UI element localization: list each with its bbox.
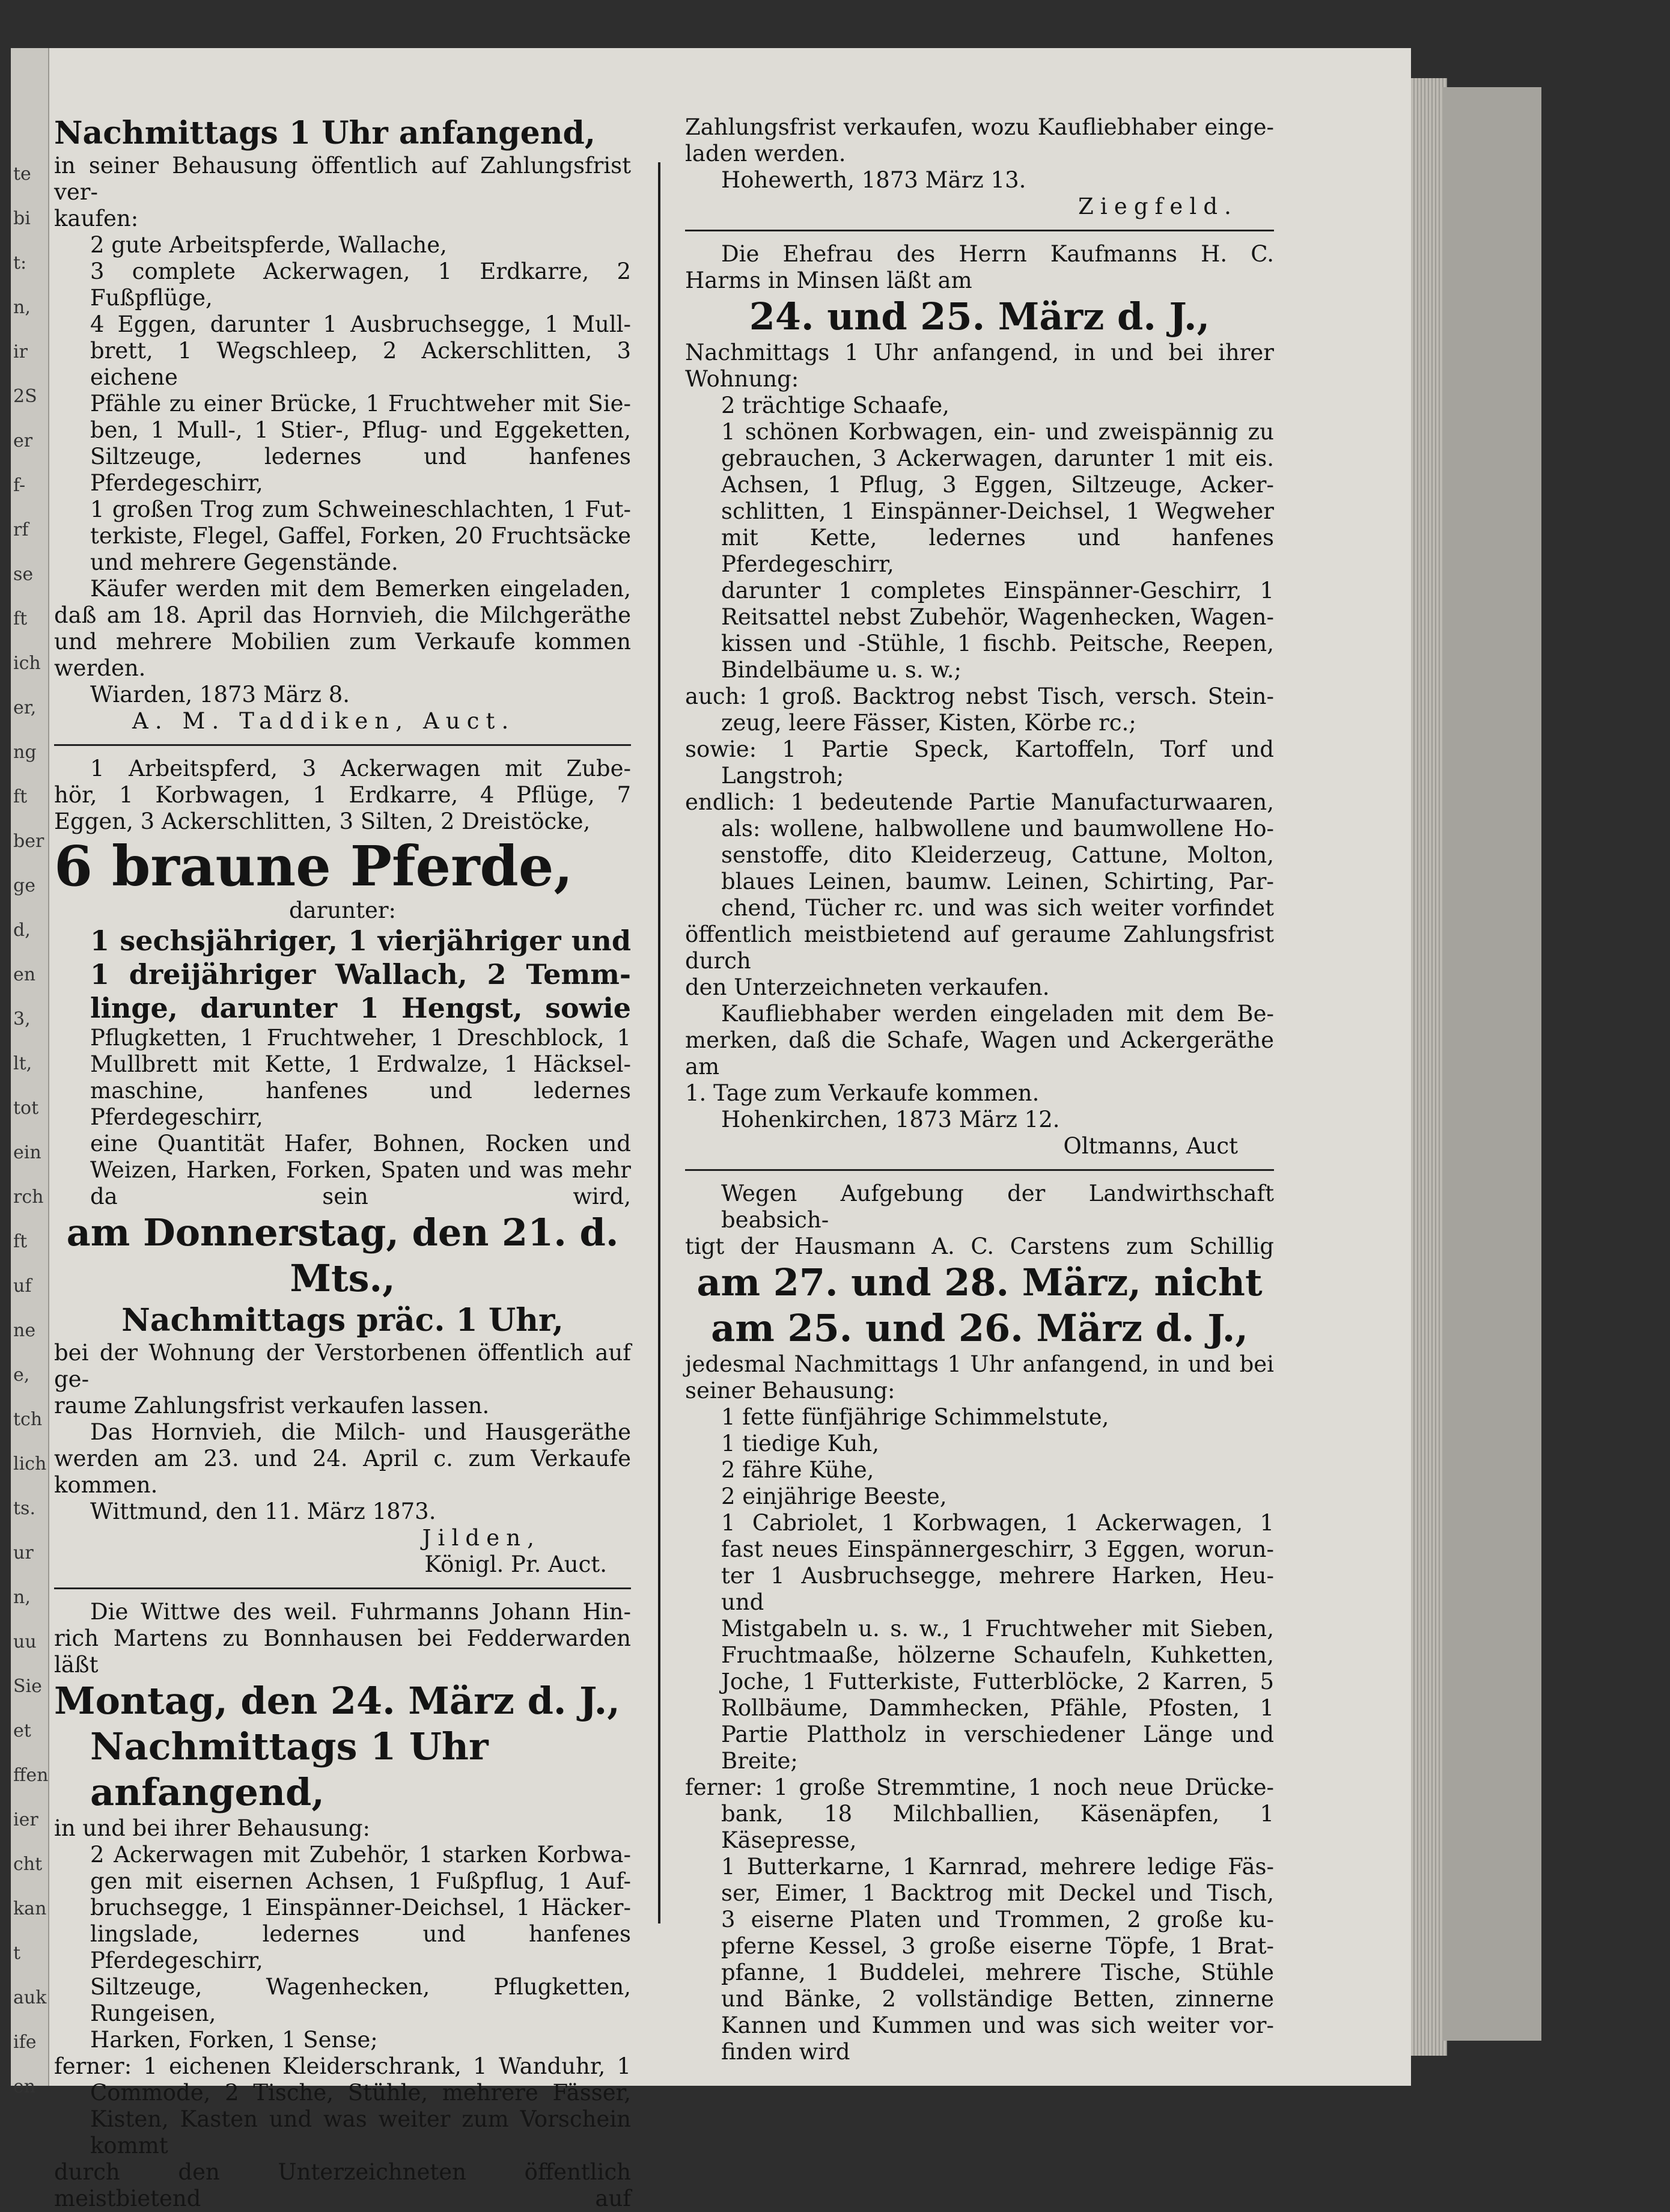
text-line: Harken, Forken, 1 Sense; — [90, 2027, 378, 2053]
text-line: Langstroh; — [721, 763, 844, 789]
text-line: als: wollene, halbwollene und baumwollene Ho- — [721, 816, 1274, 842]
text-line: kommen. — [54, 1472, 158, 1498]
gutter-fragment: se — [13, 564, 34, 585]
ad-martens — [54, 1599, 631, 2212]
ad-date-heading: am 25. und 26. März d. J., — [711, 1306, 1248, 1350]
text-line: in und bei ihrer Behausung: — [54, 1815, 371, 1841]
text-line: fast neues Einspännergeschirr, 3 Eggen, worun- — [721, 1536, 1274, 1562]
text-line: 4 Eggen, darunter 1 Ausbruchsegge, 1 Mull- — [90, 311, 631, 337]
gutter-fragment: bi — [13, 208, 31, 229]
gutter-fragment: er — [13, 430, 33, 451]
text-line: darunter: — [288, 897, 396, 923]
text-line: in seiner Behausung öffentlich auf Zahlungsfrist ver- — [54, 153, 631, 205]
text-line: kaufen: — [54, 206, 139, 231]
place-date: Hohenkirchen, 1873 März 12. — [721, 1107, 1060, 1132]
gutter-fragment: e, — [13, 1364, 30, 1386]
text-line: terkiste, Flegel, Gaffel, Forken, 20 Fruchtsäcke — [90, 523, 631, 549]
text-line: 3 complete Ackerwagen, 1 Erdkarre, 2 Fußpflüge, — [90, 258, 631, 311]
text-line: 1 fette fünfjährige Schimmelstute, — [721, 1404, 1109, 1430]
text-line: bruchsegge, 1 Einspänner-Deichsel, 1 Häcker- — [90, 1895, 631, 1920]
text-line: Die Wittwe des weil. Fuhrmanns Johann Hin- — [90, 1599, 631, 1625]
text-line: pfanne, 1 Buddelei, mehrere Tische, Stühle — [721, 1960, 1274, 1985]
place-date: Hohewerth, 1873 März 13. — [721, 167, 1026, 193]
gutter-fragment: ffen — [13, 1765, 49, 1786]
gutter-fragment: t — [13, 1943, 21, 1964]
ad-carstens — [685, 1181, 1274, 2065]
text-line: Mistgabeln u. s. w., 1 Fruchtweher mit Sieben, — [721, 1616, 1274, 1642]
text-line: bei der Wohnung der Verstorbenen öffentlich auf ge- — [54, 1340, 631, 1392]
ad-body — [54, 153, 631, 735]
text-line: raume Zahlungsfrist verkaufen lassen. — [54, 1393, 490, 1419]
text-line: Wohnung: — [685, 366, 799, 392]
text-line: Breite; — [721, 1748, 798, 1774]
gutter-fragment: en — [13, 964, 36, 985]
text-line: Die Ehefrau des Herrn Kaufmanns H. C. — [721, 241, 1274, 267]
gutter-fragment: lt, — [13, 1053, 32, 1074]
book-cover — [1442, 87, 1541, 2041]
text-line: und mehrere Gegenstände. — [90, 549, 398, 575]
text-line: schlitten, 1 Einspänner-Deichsel, 1 Wegweher — [721, 498, 1274, 524]
gutter-fragment: te — [13, 163, 31, 185]
text-line: endlich: 1 bedeutende Partie Manufacturwaaren, — [685, 789, 1274, 815]
text-line: und mehrere Mobilien zum Verkaufe kommen werden. — [54, 629, 631, 681]
text-line: 1 tiedige Kuh, — [721, 1431, 880, 1456]
text-line: Bindelbäume u. s. w.; — [721, 657, 961, 683]
gutter-fragment: rf — [13, 519, 29, 540]
text-line: kissen und -Stühle, 1 fischb. Peitsche, Reepen, — [721, 631, 1274, 656]
divider — [54, 744, 631, 746]
text-line: seiner Behausung: — [685, 1378, 895, 1404]
ad-date-heading: am 27. und 28. März, nicht — [696, 1260, 1263, 1304]
divider — [54, 1587, 631, 1589]
signature: A. M. Taddiken, Auct. — [132, 708, 516, 734]
gutter-fragment: ft — [13, 786, 28, 807]
ad-time-heading: Nachmittags 1 Uhr anfangend, — [90, 1725, 489, 1814]
text-line: Zahlungsfrist verkaufen, wozu Kaufliebhaber einge- — [685, 114, 1274, 140]
gutter-fragment: cht — [13, 1854, 43, 1875]
text-line: rich Martens zu Bonnhausen bei Fedderwarden läßt — [54, 1625, 631, 1678]
gutter-fragment: uf — [13, 1276, 32, 1297]
text-line: daß am 18. April das Hornvieh, die Milchgeräthe — [54, 602, 631, 628]
gutter-fragment: ein — [13, 1142, 41, 1163]
ad-time-heading: Nachmittags präc. 1 Uhr, — [121, 1302, 564, 1339]
gutter-fragment: tot — [13, 1098, 39, 1119]
text-line: Mullbrett mit Kette, 1 Erdwalze, 1 Häcksel- — [90, 1051, 631, 1077]
gutter-fragment: t: — [13, 252, 27, 273]
text-line: 1 Cabriolet, 1 Korbwagen, 1 Ackerwagen, 1 — [721, 1510, 1274, 1536]
text-line: gen mit eisernen Achsen, 1 Fußpflug, 1 Auf- — [90, 1868, 631, 1894]
text-line: darunter 1 completes Einspänner-Geschirr, 1 — [721, 578, 1274, 603]
text-line: 2 gute Arbeitspferde, Wallache, — [90, 232, 447, 258]
left-column — [54, 114, 631, 2212]
divider — [685, 230, 1274, 231]
text-line: mit Kette, ledernes und hanfenes Pferdegeschirr, — [721, 525, 1274, 577]
text-line: brett, 1 Wegschleep, 2 Ackerschlitten, 3 eichene — [90, 338, 631, 390]
text-line: Eggen, 3 Ackerschlitten, 3 Silten, 2 Dreistöcke, — [54, 808, 591, 834]
gutter-fragment: 2S — [13, 386, 37, 407]
gutter-fragment: 3, — [13, 1009, 31, 1030]
gutter-fragment: n, — [13, 297, 31, 318]
text-line: 2 trächtige Schaafe, — [721, 393, 949, 418]
text-line: durch den Unterzeichneten öffentlich meistbietend auf — [54, 2159, 631, 2211]
place-date: Wiarden, 1873 März 8. — [90, 682, 350, 707]
text-line: ser, Eimer, 1 Backtrog mit Deckel und Tisch, — [721, 1880, 1274, 1906]
text-line: Commode, 2 Tische, Stühle, mehrere Fässer, — [90, 2080, 631, 2106]
text-line: öffentlich meistbietend auf geraume Zahlungsfrist durch — [685, 921, 1274, 974]
text-line: den Unterzeichneten verkaufen. — [685, 974, 1050, 1000]
text-line: Wegen Aufgebung der Landwirthschaft beabsich- — [721, 1181, 1274, 1233]
gutter-fragment: ng — [13, 742, 37, 763]
text-line: 1. Tage zum Verkaufe kommen. — [685, 1080, 1040, 1106]
ad-harms — [685, 241, 1274, 1159]
gutter-fragment: Sie — [13, 1676, 42, 1697]
text-line: Weizen, Harken, Forken, Spaten und was mehr — [90, 1157, 631, 1183]
gutter-fragment: ier — [13, 1809, 38, 1830]
page-edges — [1411, 78, 1447, 2056]
text-line: Fruchtmaaße, hölzerne Schaufeln, Kuhketten, — [721, 1642, 1274, 1668]
gutter-fragment: ts. — [13, 1498, 35, 1519]
text-line: ferner: 1 große Stremmtine, 1 noch neue Drücke- — [685, 1774, 1274, 1800]
ad-date-heading: am Donnerstag, den 21. d. Mts., — [66, 1211, 619, 1300]
text-line: ter 1 Ausbruchsegge, mehrere Harken, Heu- und — [721, 1563, 1274, 1615]
gutter-fragment: ft — [13, 1231, 28, 1252]
text-line: finden wird — [721, 2039, 850, 2065]
ad-date-heading: 24. und 25. März d. J., — [749, 295, 1210, 338]
text-line: blaues Leinen, baumw. Leinen, Schirting, Par- — [721, 869, 1274, 894]
text-line: Joche, 1 Futterkiste, Futterblöcke, 2 Karren, 5 — [721, 1669, 1274, 1694]
text-line: 2 fähre Kühe, — [721, 1457, 874, 1483]
text-line: Siltzeuge, Wagenhecken, Pflugketten, Rungeisen, — [90, 1974, 631, 2026]
ad-hero-heading: 6 braune Pferde, — [54, 834, 573, 899]
text-line: Das Hornvieh, die Milch- und Hausgeräthe — [90, 1419, 631, 1445]
gutter-fragment: f- — [13, 475, 26, 496]
divider — [685, 1169, 1274, 1171]
gutter-fragment: ir — [13, 341, 28, 362]
gutter-fragment: ft — [13, 608, 28, 629]
right-column — [685, 114, 1274, 2065]
text-line: maschine, hanfenes und ledernes Pferdegeschirr, — [90, 1078, 631, 1130]
gutter-fragment: auk — [13, 1987, 47, 2008]
text-line: Kaufliebhaber werden eingeladen mit dem Be- — [721, 1001, 1274, 1027]
gutter-fragment: ber — [13, 831, 44, 852]
text-line: hör, 1 Korbwagen, 1 Erdkarre, 4 Pflüge, 7 — [54, 782, 631, 808]
text-line: Reitsattel nebst Zubehör, Wagenhecken, Wagen- — [721, 604, 1274, 630]
text-line: Nachmittags 1 Uhr anfangend, in und bei ihrer — [685, 340, 1274, 365]
text-line: ben, 1 Mull-, 1 Stier-, Pflug- und Eggeketten, — [90, 417, 631, 443]
gutter-fragment: tch — [13, 1409, 43, 1430]
text-line: Käufer werden mit dem Bemerken eingeladen, — [90, 576, 631, 602]
text-line: 2 einjährige Beeste, — [721, 1483, 947, 1509]
text-line: ferner: 1 eichenen Kleiderschrank, 1 Wanduhr, 1 — [54, 2053, 631, 2079]
gutter-fragment: et — [13, 1720, 31, 1741]
text-line: senstoffe, dito Kleiderzeug, Cattune, Molton, — [721, 842, 1274, 868]
bold-line: 1 sechsjähriger, 1 vierjähriger und — [90, 924, 631, 957]
text-line: Kisten, Kasten und was weiter zum Vorschein — [90, 2106, 631, 2132]
text-line: sowie: 1 Partie Speck, Kartoffeln, Torf und — [685, 736, 1274, 762]
text-line: 1 schönen Korbwagen, ein- und zweispännig zu — [721, 419, 1274, 445]
text-line: 3 eiserne Platen und Trommen, 2 große ku- — [721, 1907, 1274, 1932]
text-line: 1 großen Trog zum Schweineschlachten, 1 Fut- — [90, 496, 631, 522]
gutter-fragment: en — [13, 2076, 36, 2097]
text-line: 1 Arbeitspferd, 3 Ackerwagen mit Zube- — [90, 756, 631, 781]
text-line: und Bänke, 2 vollständige Betten, zinnerne — [721, 1986, 1274, 2012]
text-line: lingslade, ledernes und hanfenes Pferdegeschirr, — [90, 1921, 631, 1973]
text-line: chend, Tücher rc. und was sich weiter vorfindet — [721, 895, 1274, 921]
text-line: zeug, leere Fässer, Kisten, Körbe rc.; — [721, 710, 1136, 736]
text-line: Rollbäume, Dammhecken, Pfähle, Pfosten, 1 — [721, 1695, 1274, 1721]
text-line: merken, daß die Schafe, Wagen und Ackergeräthe am — [685, 1027, 1274, 1080]
signature-title: Königl. Pr. Auct. — [424, 1551, 607, 1577]
gutter-fragment: ich — [13, 653, 41, 674]
text-line: werden am 23. und 24. April c. zum Verkaufe — [54, 1446, 631, 1471]
text-line: tigt der Hausmann A. C. Carstens zum Schillig — [685, 1233, 1274, 1259]
ad-ziegfeld — [685, 114, 1274, 220]
text-line: 1 Butterkarne, 1 Karnrad, mehrere ledige Fäs- — [721, 1854, 1274, 1880]
ad-taddiken — [54, 114, 631, 735]
gutter-fragment: kan — [13, 1898, 47, 1919]
adjacent-page-fragment — [11, 48, 49, 2097]
gutter-fragment: d, — [13, 920, 31, 941]
signature: Oltmanns, Auct — [1063, 1133, 1238, 1159]
gutter-fragment: er, — [13, 697, 37, 718]
place-date: Wittmund, den 11. März 1873. — [90, 1499, 436, 1524]
signature: Jilden, — [422, 1525, 541, 1551]
text-line: Siltzeuge, ledernes und hanfenes Pferdegeschirr, — [90, 444, 631, 496]
text-line: Harms in Minsen läßt am — [685, 267, 972, 293]
text-line: kommt — [90, 2133, 168, 2159]
ad-date-heading: Montag, den 24. März d. J., — [54, 1679, 620, 1723]
text-line: Pfähle zu einer Brücke, 1 Fruchtweher mit Sie- — [90, 391, 631, 417]
text-line: Achsen, 1 Pflug, 3 Eggen, Siltzeuge, Acker- — [721, 472, 1274, 498]
ad-beckmann — [54, 756, 631, 1578]
column-rule — [658, 162, 660, 1923]
text-line: pferne Kessel, 3 große eiserne Töpfe, 1 Brat- — [721, 1933, 1274, 1959]
gutter-fragment: ife — [13, 2032, 37, 2053]
bold-line: 1 dreijähriger Wallach, 2 Temm- — [90, 958, 631, 991]
text-line: Kannen und Kummen und was sich weiter vor- — [721, 2012, 1274, 2038]
gutter-fragment: n, — [13, 1587, 31, 1608]
signature: Ziegfeld. — [1078, 194, 1238, 219]
gutter-fragment: ge — [13, 875, 35, 896]
text-line: Partie Plattholz in verschiedener Länge und — [721, 1722, 1274, 1747]
bold-line: linge, darunter 1 Hengst, sowie — [90, 992, 631, 1024]
text-line: jedesmal Nachmittags 1 Uhr anfangend, in und bei — [685, 1351, 1274, 1377]
gutter-fragment: rch — [13, 1187, 44, 1208]
text-line: auch: 1 groß. Backtrog nebst Tisch, versch. Stein- — [685, 683, 1274, 709]
text-line: 2 Ackerwagen mit Zubehör, 1 starken Korbwa- — [90, 1842, 631, 1868]
text-line: laden werden. — [685, 141, 846, 167]
text-line: Pflugketten, 1 Fruchtweher, 1 Dreschblock, 1 — [90, 1025, 631, 1051]
gutter-fragment: uu — [13, 1631, 37, 1652]
text-line: da sein wird, — [90, 1184, 631, 1209]
text-line: bank, 18 Milchballien, Käsenäpfen, 1 Käsepresse, — [721, 1801, 1274, 1853]
text-line: gebrauchen, 3 Ackerwagen, darunter 1 mit eis. — [721, 445, 1274, 471]
text-line: eine Quantität Hafer, Bohnen, Rocken und — [90, 1131, 631, 1156]
ad-heading: Nachmittags 1 Uhr anfangend, — [54, 115, 596, 151]
gutter-fragment: lich — [13, 1453, 47, 1474]
gutter-fragment: ur — [13, 1542, 34, 1563]
gutter-fragment: ne — [13, 1320, 36, 1341]
